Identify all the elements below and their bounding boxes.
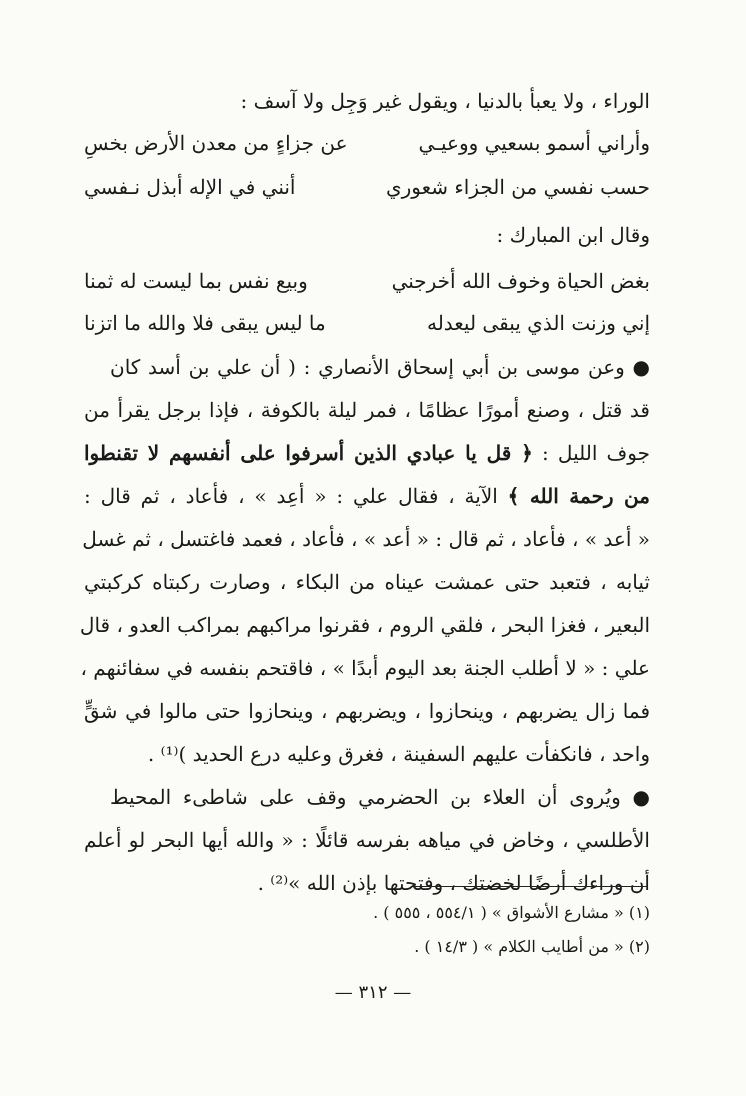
verse-line [84,306,650,340]
text-line [84,436,650,470]
text-line [84,479,650,513]
text-line: وقال ابن المبارك : [496,223,650,247]
verse-hemistich: عن جزاءٍ من معدن الأرض بخسِ [84,131,348,155]
text-run: جوف الليل : [532,441,650,465]
text-line: البعير ، فغزا البحر ، فلقي الروم ، فقرنوا مراكبهم بمراكب العدو ، قال [79,613,650,637]
text-line: فما زال يضربهم ، وينحازوا ، ويضربهم ، وينحازوا حتى مالوا في شقٍّ [84,699,650,723]
footnote-divider [412,886,648,887]
text-line: واحد ، فانكفأت عليهم السفينة ، فغرق وعليه درع الحديد )⁽¹⁾ . [147,742,650,766]
verse-hemistich: إني وزنت الذي يبقى ليعدله [426,311,650,335]
verse-hemistich: ما ليس يبقى فلا والله ما اتزنا [84,311,326,335]
text-line: علي : « لا أطلب الجنة بعد اليوم أبدًا » ، فاقتحم بنفسه في سفائنهم ، [80,656,650,680]
verse-line [84,126,650,160]
verse-hemistich: وبيع نفس بما ليست له ثمنا [84,269,308,293]
verse-hemistich: أنني في الإله أبذل نـفسي [84,175,296,199]
text-line: ● وعن موسى بن أبي إسحاق الأنصاري : ( أن علي بن أسد كان [110,355,650,379]
quran-quote: من رحمة الله ﴾ [507,484,650,508]
page-number: — ٣١٢ — [334,982,412,1003]
footnote: (٢) « من أطايب الكلام » ( ١٤/٣ ) . [414,937,650,956]
footnote: (١) « مشارع الأشواق » ( ٥٥٤/١ ، ٥٥٥ ) . [373,903,650,922]
quran-quote: ﴿ قل يا عبادي الذين أسرفوا على أنفسهم لا تقنطوا [84,441,533,465]
text-line: الوراء ، ولا يعبأ بالدنيا ، ويقول غير وَجِل ولا آسف : [240,89,650,113]
text-line: الأطلسي ، وخاض في مياهه بفرسه قائلًا : « والله أيها البحر لو أعلم [84,828,650,852]
text-line: قد قتل ، وصنع أمورًا عظامًا ، فمر ليلة بالكوفة ، فإذا برجل يقرأ من [84,398,650,422]
verse-hemistich: وأراني أسمو بسعيي ووعيـي [418,131,650,155]
text-run: الآية ، فقال علي : « أعِد » ، فأعاد ، ثم قال : [84,484,508,508]
text-line: ● ويُروى أن العلاء بن الحضرمي وقف على شاطىء المحيط [110,785,650,809]
verse-line [84,170,650,204]
text-line-last: أن وراءك أرضًا لخضتك ، وفتحتها بإذن الله »⁽²⁾ . [257,871,650,895]
verse-line [84,264,650,298]
verse-hemistich: حسب نفسي من الجزاء شعوري [385,175,650,199]
text-line: ثيابه ، فتعبد حتى عمشت عيناه من البكاء ، وصارت ركبتاه كركبتي [84,570,650,594]
verse-hemistich: بغض الحياة وخوف الله أخرجني [391,269,650,293]
text-line: « أعد » ، فأعاد ، ثم قال : « أعد » ، فأعاد ، فعمد فاغتسل ، ثم غسل [82,527,650,551]
